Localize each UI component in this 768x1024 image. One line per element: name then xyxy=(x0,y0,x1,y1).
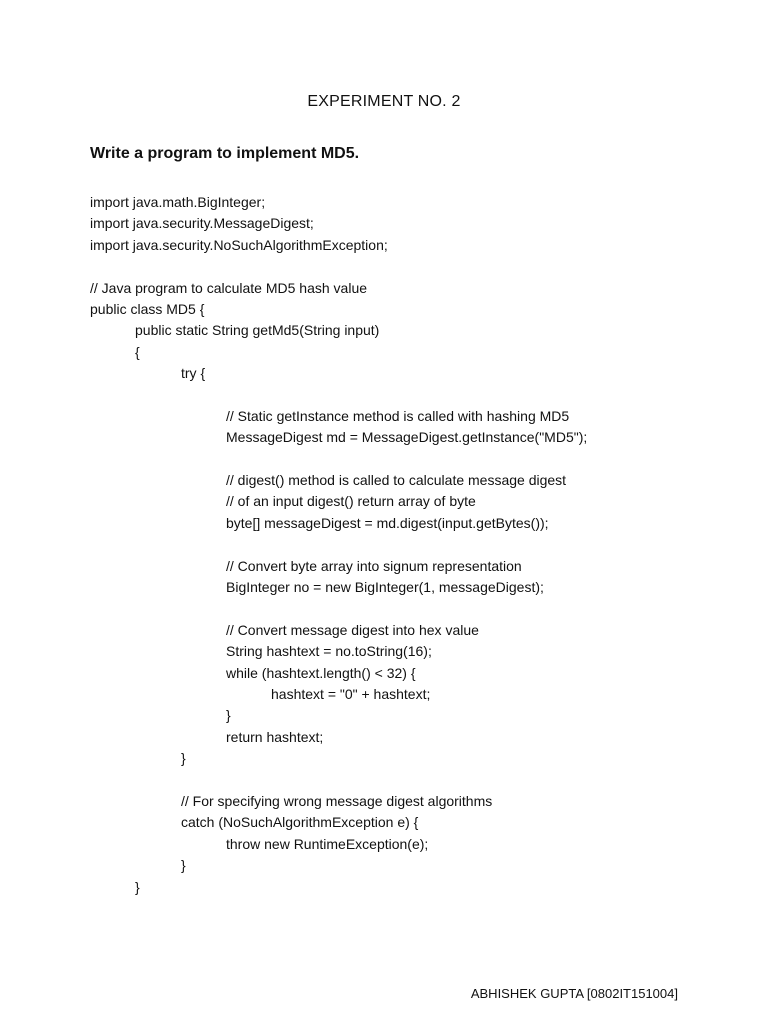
code-line: BigInteger no = new BigInteger(1, messageDigest); xyxy=(226,579,544,596)
code-line xyxy=(90,449,730,470)
code-line: // For specifying wrong message digest algorithms xyxy=(181,792,493,809)
code-line: // digest() method is called to calculate message digest xyxy=(226,472,567,489)
code-line xyxy=(90,256,730,277)
code-line: } xyxy=(181,857,186,874)
code-listing xyxy=(90,192,730,898)
code-line: } xyxy=(181,750,186,767)
page-title: EXPERIMENT NO. 2 xyxy=(307,93,461,110)
code-line: try { xyxy=(181,365,206,382)
code-line: import java.math.BigInteger; xyxy=(90,194,266,210)
code-line: String hashtext = no.toString(16); xyxy=(226,643,432,660)
code-line: return hashtext; xyxy=(226,728,324,745)
code-line: // Static getInstance method is called with hashing MD5 xyxy=(226,407,570,424)
author-footer: ABHISHEK GUPTA [0802IT151004] xyxy=(470,986,678,1001)
code-line: import java.security.NoSuchAlgorithmException; xyxy=(90,236,388,253)
code-line xyxy=(90,598,730,619)
code-line: public static String getMd5(String input) xyxy=(135,322,380,339)
code-line xyxy=(90,770,730,791)
code-line xyxy=(90,534,730,555)
code-line: } xyxy=(226,707,231,724)
code-line: { xyxy=(135,343,140,360)
code-line: // Convert byte array into signum representation xyxy=(226,557,522,574)
code-line: catch (NoSuchAlgorithmException e) { xyxy=(181,814,419,831)
code-line: // Convert message digest into hex value xyxy=(226,621,479,638)
code-line: byte[] messageDigest = md.digest(input.getBytes()); xyxy=(226,514,549,531)
code-line: // of an input digest() return array of byte xyxy=(226,493,476,510)
code-line: // Java program to calculate MD5 hash value xyxy=(90,279,368,296)
code-line: throw new RuntimeException(e); xyxy=(226,835,429,852)
code-line: while (hashtext.length() < 32) { xyxy=(226,664,416,681)
code-line: MessageDigest md = MessageDigest.getInstance("MD5"); xyxy=(226,429,588,446)
code-line: public class MD5 { xyxy=(90,300,205,317)
code-line: hashtext = "0" + hashtext; xyxy=(271,685,431,702)
section-heading: Write a program to implement MD5. xyxy=(90,145,360,162)
code-line xyxy=(90,385,730,406)
code-line: import java.security.MessageDigest; xyxy=(90,215,314,232)
code-line: } xyxy=(135,878,140,895)
